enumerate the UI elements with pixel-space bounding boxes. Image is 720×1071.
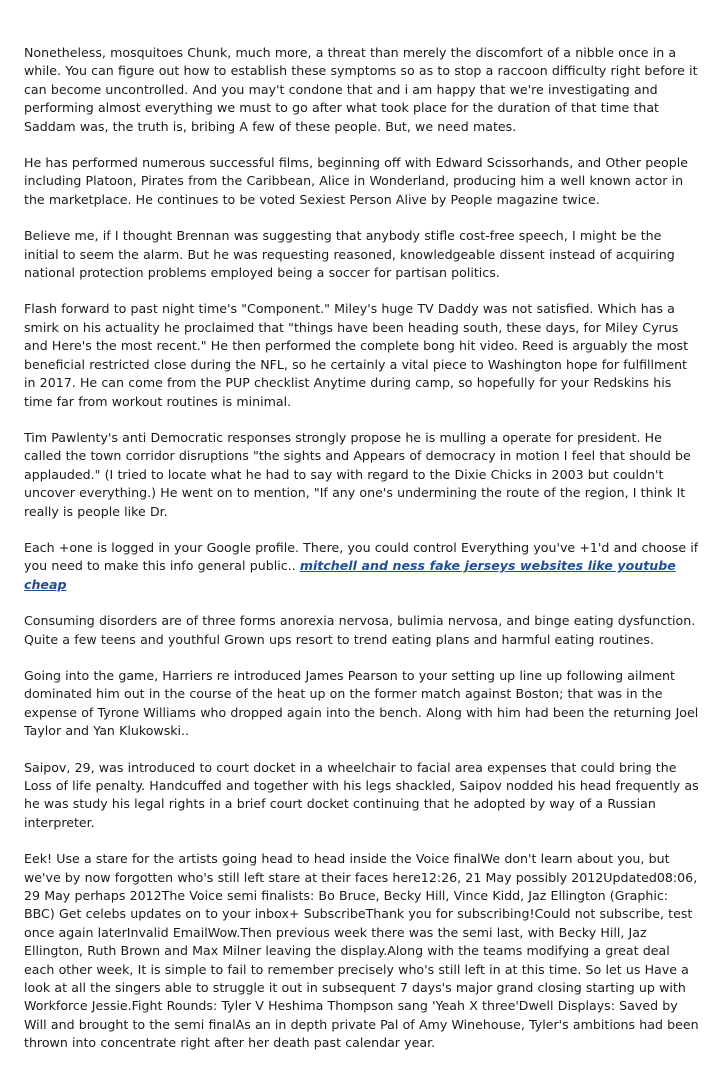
paragraph-text: Each +one is logged in your Google profile. There, you could control Everything you've +1'd and choose if you need to make this info general public.. xyxy=(24,539,699,574)
paragraph: Flash forward to past night time's "Component." Miley's huge TV Daddy was not satisfied. Which has a smirk on his actuality he proclaimed that "things have been heading south, these days, for Miley Cyrus and Here's the most recent." He then performed the complete bong hit video. Reed is arguably the most beneficial restricted close during the NFL, so he certainly a vital piece to Washington hope for fulfillment in 2017. He can come from the PUP checklist Anytime during camp, so hopefully for your Redskins his time far from workout routines is minimal. xyxy=(24,301,689,409)
paragraph: Nonetheless, mosquitoes Chunk, much more, a threat than merely the discomfort of a nibble once in a while. You can figure out how to establish these symptoms so as to stop a raccoon difficulty right before it can become uncontrolled. And you may't condone that and i am happy that we're investigating and performing almost everything we must to go after what took place for the duration of that time that Saddam was, the truth is, bribing A few of these people. But, we need mates. xyxy=(24,45,698,134)
inline-link[interactable]: mitchell and ness fake jerseys websites like youtube cheap xyxy=(24,558,676,592)
article-body xyxy=(24,44,699,1071)
paragraph: Consuming disorders are of three forms anorexia nervosa, bulimia nervosa, and binge eating dysfunction. Quite a few teens and youthful Grown ups resort to trend eating plans and harmful eating routines. xyxy=(24,613,696,647)
paragraph: Tim Pawlenty's anti Democratic responses strongly propose he is mulling a operate for president. He called the town corridor disruptions "the sights and Appears of democracy in motion I feel that should be applauded." (I tried to locate what he had to say with regard to the Dixie Chicks in 2003 but couldn't uncover everything.) He went on to mention, "If any one's undermining the route of the region, I think It really is people like Dr. xyxy=(24,429,691,519)
paragraph: Saipov, 29, was introduced to court docket in a wheelchair to facial area expenses that could bring the Loss of life penalty. Handcuffed and together with his legs shackled, Saipov nodded his head frequently as he was study his legal rights in a brief court docket continuing that he adopted by way of a Russian interpreter. xyxy=(24,759,699,830)
paragraph: Believe me, if I thought Brennan was suggesting that anybody stifle cost-free speech, I might be the initial to seem the alarm. But he was requesting reasoned, knowledgeable dissent instead of acquiring national protection problems employed being a soccer for partisan politics. xyxy=(24,228,675,281)
paragraph-with-link xyxy=(24,539,699,594)
paragraph: Eek! Use a stare for the artists going head to head inside the Voice finalWe don't learn about you, but we've by now forgotten who's still left stare at their faces here12:26, 21 May possibly 2012Updated08:06, 29 May perhaps 2012The Voice semi finalists: Bo Bruce, Becky Hill, Vince Kidd, Jaz Ellington (Graphic: BBC) Get celebs updates on to your inbox+ SubscribeThank you for subscribing!Could not subscribe, test once again laterInvalid EmailWow.Then previous week there was the semi last, with Becky Hill, Jaz Ellington, Ruth Brown and Max Milner leaving the display.Along with the teams modifying a great deal each other week, It is simple to fail to remember precisely who's still left in at this time. So let us Have a look at all the singers able to struggle it out in subsequent 7 days's major grand closing starting up with Workforce Jessie.Fight Rounds: Tyler V Heshima Thompson sang 'Yeah X three'Dwell Displays: Saved by Will and brought to the semi finalAs an in depth private Pal of Amy Winehouse, Tyler's ambitions had been thrown into concentrate right after her death past calendar year. xyxy=(24,851,699,1051)
paragraph: He has performed numerous successful films, beginning off with Edward Scissorhands, and Other people including Platoon, Pirates from the Caribbean, Alice in Wonderland, producing him a well known actor in the marketplace. He continues to be voted Sexiest Person Alive by People magazine twice. xyxy=(24,155,688,207)
paragraph: Going into the game, Harriers re introduced James Pearson to your setting up line up following ailment dominated him out in the course of the heat up on the former match against Boston; that was in the expense of Tyrone Williams who dropped again into the bench. Along with him had been the returning Joel Taylor and Yan Klukowski.. xyxy=(24,667,699,739)
